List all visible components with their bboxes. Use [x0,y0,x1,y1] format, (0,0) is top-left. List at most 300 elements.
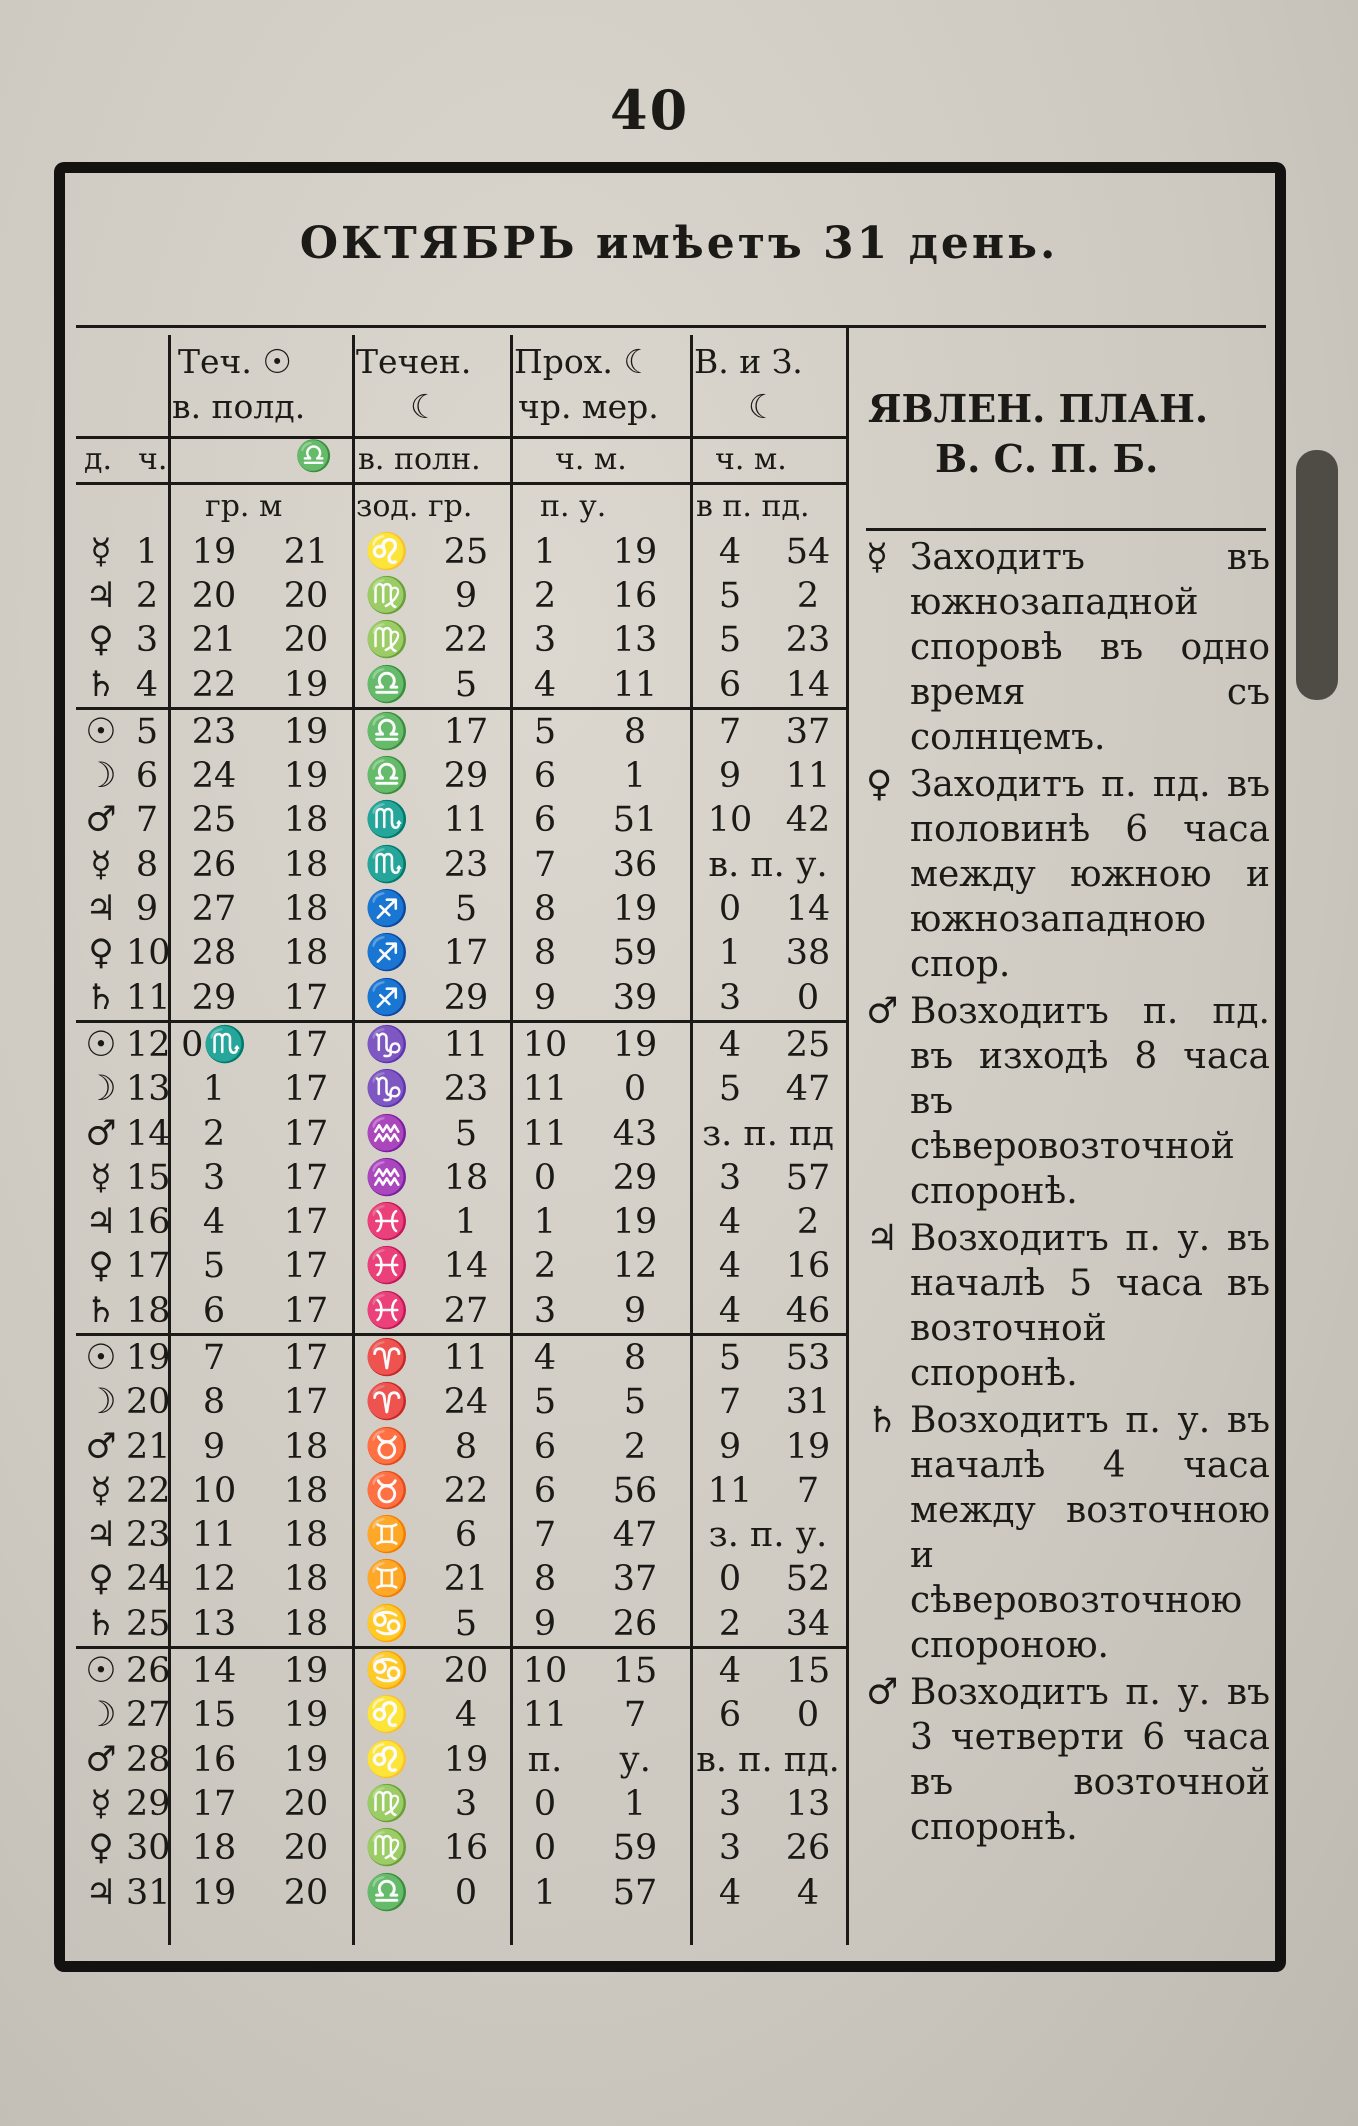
meridian-hour: 4 [533,664,557,705]
meridian-minute: у. [619,1739,651,1780]
planet-symbol: ♃ [85,575,117,616]
rise-set-minute: 13 [785,1783,831,1824]
rise-set-minute: 19 [785,1426,831,1467]
day-number: 1 [135,531,159,572]
rise-set-minute: 0 [796,977,820,1018]
rise-set-hour: 3 [718,977,742,1018]
meridian-minute: 57 [612,1872,658,1913]
day-number: 15 [126,1157,171,1198]
rise-set-minute: 16 [785,1246,831,1287]
meridian-minute: 26 [612,1603,658,1644]
day-number: 25 [126,1603,171,1644]
sun-minute: 18 [283,1426,329,1467]
meridian-minute: 43 [612,1113,658,1154]
rise-set-minute: 57 [785,1157,831,1198]
sun-minute: 18 [283,1559,329,1600]
sun-minute: 20 [283,1783,329,1824]
zodiac-sign: ♏ [365,800,409,841]
day-number: 4 [135,664,159,705]
day-number: 8 [135,844,159,885]
sun-degree: 13 [191,1603,237,1644]
sun-minute: 17 [283,977,329,1018]
sun-degree: 18 [191,1828,237,1869]
phenomenon-text: Заходитъ въ южнозападной споровѣ въ одно время съ солнцемъ. [910,537,1270,758]
day-number: 29 [126,1783,171,1824]
column-divider-main [846,325,849,1945]
calendar-table [76,530,846,1915]
planet-symbol: ☿ [90,1470,112,1511]
rise-set-hour: 9 [718,756,742,797]
moon-degree: 5 [454,1603,478,1644]
table-row [76,1425,846,1469]
zodiac-sign: ♐ [365,977,409,1018]
moon-degree: 24 [443,1382,489,1423]
meridian-minute: 19 [612,1202,658,1243]
day-number: 19 [126,1335,168,1381]
moon-degree: 1 [454,1202,478,1243]
sun-minute: 21 [283,531,329,572]
meridian-hour: 10 [510,1022,580,1068]
planet-symbol: ♂ [85,1739,117,1780]
zodiac-sign: ♑ [352,1022,422,1068]
zodiac-sign: ♎ [352,709,422,755]
subheader-full: в. полн. [358,442,481,477]
page-number: 40 [610,78,690,142]
planet-symbol-icon: ♂ [866,991,899,1032]
sun-minute: 18 [283,933,329,974]
rise-set-minute: 52 [785,1559,831,1600]
phenomenon-text: Возходитъ п. у. въ началѣ 5 часа въ возточной споронѣ. [910,1218,1270,1394]
header-moon-2: ☾ [410,387,440,426]
table-row [76,1558,846,1602]
moon-degree: 14 [443,1246,489,1287]
table-row [76,1381,846,1425]
day-number: 20 [126,1382,171,1423]
meridian-minute: 0 [623,1069,647,1110]
zodiac-sign: ♒ [365,1113,409,1154]
zodiac-sign: ♑ [365,1069,409,1110]
meridian-hour: 1 [533,1872,557,1913]
planet-symbol-icon: ☿ [866,537,889,578]
sun-degree: 4 [202,1202,226,1243]
moon-degree: 9 [454,575,478,616]
sun-minute: 17 [283,1069,329,1110]
moon-degree: 11 [422,1022,510,1068]
day-number: 26 [126,1648,168,1694]
meridian-minute: 59 [612,933,658,974]
zodiac-sign: ♏ [365,844,409,885]
zodiac-sign: ♎ [365,756,409,797]
planet-symbol: ♃ [85,889,117,930]
moon-degree: 17 [443,933,489,974]
meridian-hour: п. [527,1739,563,1780]
meridian-hour: 4 [510,1335,580,1381]
meridian-minute: 16 [612,575,658,616]
sun-minute: 18 [283,844,329,885]
rise-set-minute: 14 [785,889,831,930]
sun-degree: 5 [202,1246,226,1287]
planet-symbol: ♄ [85,1290,117,1331]
rise-set-minute: 11 [785,756,831,797]
meridian-hour: 8 [533,933,557,974]
sun-degree: 26 [191,844,237,885]
rise-set-hour: 6 [718,664,742,705]
planet-symbol: ♀ [88,1828,114,1869]
phenomenon-text: Возходитъ п. пд. въ изходѣ 8 часа въ сѣверовозточной споронѣ. [910,991,1270,1212]
planet-symbol: ♀ [88,933,114,974]
rise-set-hour: 10 [707,800,753,841]
sun-degree: 10 [191,1470,237,1511]
meridian-minute: 8 [580,709,690,755]
rise-set-hour: 3 [718,1828,742,1869]
sun-minute: 19 [260,1648,352,1694]
meridian-minute: 51 [612,800,658,841]
header-rule [76,325,1266,328]
sun-minute: 18 [283,1515,329,1556]
planet-symbol: ☿ [90,1783,112,1824]
phenomenon-text: Возходитъ п. у. въ 3 четверти 6 часа въ возточной споронѣ. [910,1672,1270,1848]
header-moon: Течен. [356,342,472,381]
sun-degree: 19 [191,531,237,572]
meridian-minute: 39 [612,977,658,1018]
rise-set-hour: 1 [718,933,742,974]
phenomenon-entry [866,535,1270,760]
rise-set-minute: 26 [785,1828,831,1869]
sun-degree: 27 [191,889,237,930]
meridian-minute: 36 [612,844,658,885]
table-row [76,1335,846,1381]
planet-symbol: ♃ [85,1515,117,1556]
sun-degree: 7 [168,1335,260,1381]
zodiac-sign: ♓ [365,1290,409,1331]
planet-symbol: ♂ [85,1426,117,1467]
day-number: 5 [126,709,168,755]
header-sun: Теч. ☉ [178,342,292,381]
rise-set-hour: 5 [718,1069,742,1110]
table-row [76,1245,846,1289]
subheader-day: д. [84,442,113,477]
day-number: 3 [135,620,159,661]
sun-minute: 17 [283,1382,329,1423]
planet-symbol: ♂ [85,1113,117,1154]
table-row [76,1602,846,1648]
table-row [76,1738,846,1782]
sun-minute: 17 [283,1113,329,1154]
header-phenomena: ЯВЛЕН. ПЛАН. [868,386,1209,431]
meridian-hour: 3 [533,1290,557,1331]
sun-minute: 20 [283,620,329,661]
sun-minute: 20 [283,1828,329,1869]
meridian-hour: 0 [533,1157,557,1198]
meridian-minute: 13 [612,620,658,661]
day-number: 10 [126,933,171,974]
sun-degree: 23 [168,709,260,755]
subheader-rule-2 [76,482,846,485]
sun-minute: 19 [283,664,329,705]
meridian-hour: 11 [522,1069,568,1110]
rise-set-hour: 9 [718,1426,742,1467]
zodiac-sign: ♍ [365,1828,409,1869]
planet-symbol: ♄ [85,977,117,1018]
moon-degree: 21 [443,1559,489,1600]
moon-degree: 22 [443,1470,489,1511]
rise-set-hour: 3 [718,1783,742,1824]
rise-set-hour: 4 [718,1246,742,1287]
phenomenon-entry [866,1216,1270,1396]
meridian-minute: 11 [612,664,658,705]
sun-degree: 1 [202,1069,226,1110]
phenomenon-entry [866,989,1270,1214]
sun-minute: 17 [260,1022,352,1068]
subheader-gr-m: гр. м [205,489,283,524]
meridian-hour: 6 [533,756,557,797]
meridian-hour: 10 [510,1648,580,1694]
sun-minute: 17 [283,1290,329,1331]
day-number: 22 [126,1470,171,1511]
zodiac-sign: ♎ [365,1872,409,1913]
zodiac-sign: ♈ [365,1382,409,1423]
meridian-hour: 2 [533,575,557,616]
subheader-hm: ч. м. [555,442,627,477]
rise-set-hour: в. п. пд. [696,1739,840,1780]
table-row [76,1068,846,1112]
table-row [76,1514,846,1558]
sun-degree: 25 [191,800,237,841]
rise-set-hour: 0 [718,1559,742,1600]
zodiac-sign: ♈ [352,1335,422,1381]
rise-set-hour: з. п. пд [702,1113,834,1154]
day-number: 17 [126,1246,171,1287]
rise-set-hour: 11 [707,1470,753,1511]
day-number: 9 [135,889,159,930]
rise-set-hour: з. п. у. [708,1515,828,1556]
rise-set-hour: 2 [718,1603,742,1644]
moon-degree: 22 [443,620,489,661]
sun-degree: 2 [202,1113,226,1154]
planet-symbol: ♂ [85,800,117,841]
header-rise-set: В. и З. [694,342,803,381]
phenomenon-text: Возходитъ п. у. въ началѣ 4 часа между возточною и сѣверовозточною спороною. [910,1400,1270,1666]
table-row [76,1022,846,1068]
planet-symbol: ♀ [88,1559,114,1600]
header-phenomena-2: В. С. П. Б. [935,436,1159,481]
rise-set-hour: 4 [718,1872,742,1913]
zodiac-sign: ♌ [365,1695,409,1736]
page-title: ОКТЯБРЬ имѣетъ 31 день. [299,218,1059,269]
rise-set-hour: 4 [690,1648,770,1694]
zodiac-sign: ♓ [365,1202,409,1243]
moon-degree: 4 [454,1695,478,1736]
phenomenon-entry [866,1398,1270,1668]
sun-degree: 9 [202,1426,226,1467]
sun-degree: 12 [191,1559,237,1600]
moon-degree: 27 [443,1290,489,1331]
rise-set-minute: 15 [770,1648,846,1694]
meridian-minute: 47 [612,1515,658,1556]
ink-stain [1296,450,1338,700]
meridian-hour: 8 [533,1559,557,1600]
sun-degree: 8 [202,1382,226,1423]
subheader-pu: п. у. [540,489,607,524]
table-row [76,1469,846,1513]
zodiac-sign: ♌ [365,531,409,572]
moon-degree: 17 [422,709,510,755]
meridian-hour: 7 [533,844,557,885]
zodiac-sign: ♌ [365,1739,409,1780]
table-row [76,574,846,618]
header-sun-2: в. полд. [172,387,306,426]
planet-symbol: ☽ [85,1695,117,1736]
planet-symbol: ☽ [85,756,117,797]
sun-degree: 14 [168,1648,260,1694]
day-number: 24 [126,1559,171,1600]
moon-degree: 0 [454,1872,478,1913]
phenomenon-entry [866,762,1270,987]
sun-minute: 18 [283,889,329,930]
header-meridian: Прох. ☾ [514,342,653,381]
table-row [76,799,846,843]
zodiac-sign: ♋ [365,1603,409,1644]
table-row [76,1648,846,1694]
rise-set-minute: 25 [770,1022,846,1068]
sun-minute: 18 [283,1470,329,1511]
rise-set-minute: 46 [785,1290,831,1331]
sun-degree: 6 [202,1290,226,1331]
moon-degree: 20 [422,1648,510,1694]
moon-degree: 19 [443,1739,489,1780]
moon-degree: 5 [454,664,478,705]
table-row [76,1200,846,1244]
rise-set-hour: 4 [718,1290,742,1331]
meridian-hour: 11 [522,1695,568,1736]
subheader-vppd: в п. пд. [696,489,810,524]
rise-set-minute: 53 [770,1335,846,1381]
moon-degree: 6 [454,1515,478,1556]
rise-set-hour: 5 [690,1335,770,1381]
table-row [76,1782,846,1826]
rise-set-hour: 3 [718,1157,742,1198]
moon-degree: 3 [454,1783,478,1824]
sun-minute: 20 [283,575,329,616]
planet-symbol: ♃ [85,1202,117,1243]
meridian-hour: 7 [533,1515,557,1556]
day-number: 28 [126,1739,171,1780]
planet-symbol: ☉ [76,1022,126,1068]
table-row [76,932,846,976]
rise-set-hour: 7 [718,1382,742,1423]
meridian-minute: 7 [623,1695,647,1736]
rise-set-minute: 38 [785,933,831,974]
planet-symbol: ♃ [85,1872,117,1913]
meridian-hour: 8 [533,889,557,930]
zodiac-sign: ♋ [352,1648,422,1694]
meridian-hour: 3 [533,620,557,661]
planet-symbol-icon: ♃ [866,1218,899,1259]
meridian-minute: 8 [580,1335,690,1381]
zodiac-sign: ♓ [365,1246,409,1287]
rise-set-minute: 7 [796,1470,820,1511]
zodiac-sign: ♉ [365,1470,409,1511]
meridian-hour: 1 [533,531,557,572]
sun-degree: 21 [191,620,237,661]
table-row [76,619,846,663]
rise-set-hour: 7 [690,709,770,755]
table-row [76,1871,846,1915]
rise-set-minute: 37 [770,709,846,755]
sun-minute: 17 [260,1335,352,1381]
zodiac-sign: ♒ [365,1157,409,1198]
table-row [76,1156,846,1200]
zodiac-sign: ♎ [365,664,409,705]
meridian-hour: 0 [533,1783,557,1824]
meridian-minute: 19 [580,1022,690,1068]
day-number: 27 [126,1695,171,1736]
meridian-minute: 1 [623,1783,647,1824]
planet-symbol: ☉ [76,1335,126,1381]
moon-degree: 25 [443,531,489,572]
meridian-minute: 59 [612,1828,658,1869]
meridian-minute: 29 [612,1157,658,1198]
rise-set-hour: в. п. у. [708,844,828,885]
sun-minute: 19 [283,1695,329,1736]
meridian-minute: 19 [612,889,658,930]
sun-degree: 20 [191,575,237,616]
sun-minute: 17 [283,1157,329,1198]
table-row [76,754,846,798]
moon-degree: 11 [443,800,489,841]
meridian-minute: 12 [612,1246,658,1287]
sun-degree: 11 [191,1515,237,1556]
phenomenon-entry [866,1670,1270,1850]
meridian-hour: 6 [533,1470,557,1511]
rise-set-minute: 42 [785,800,831,841]
zodiac-sign: ♉ [365,1426,409,1467]
table-row [76,1694,846,1738]
meridian-minute: 9 [623,1290,647,1331]
rise-set-hour: 4 [718,1202,742,1243]
zodiac-sign: ♍ [365,1783,409,1824]
meridian-hour: 5 [533,1382,557,1423]
planet-symbol: ♄ [85,1603,117,1644]
header-meridian-2: чр. мер. [518,387,659,426]
meridian-minute: 15 [580,1648,690,1694]
zodiac-sign: ♐ [365,933,409,974]
sun-degree: 0♏ [168,1022,260,1068]
table-row [76,887,846,931]
meridian-minute: 5 [623,1382,647,1423]
meridian-hour: 5 [510,709,580,755]
rise-set-minute: 2 [796,1202,820,1243]
table-row [76,976,846,1022]
sun-minute: 18 [283,1603,329,1644]
sun-degree: 29 [191,977,237,1018]
table-row [76,843,846,887]
planet-symbol: ☉ [76,1648,126,1694]
moon-degree: 18 [443,1157,489,1198]
table-row [76,1112,846,1156]
moon-degree: 29 [443,977,489,1018]
rise-set-minute: 34 [785,1603,831,1644]
zodiac-sign: ♍ [365,620,409,661]
moon-degree: 8 [454,1426,478,1467]
moon-degree: 23 [443,844,489,885]
subheader-hm-2: ч. м. [715,442,787,477]
meridian-minute: 19 [612,531,658,572]
planet-symbol: ☽ [85,1069,117,1110]
meridian-hour: 0 [533,1828,557,1869]
planet-symbol: ☉ [76,709,126,755]
day-number: 7 [135,800,159,841]
